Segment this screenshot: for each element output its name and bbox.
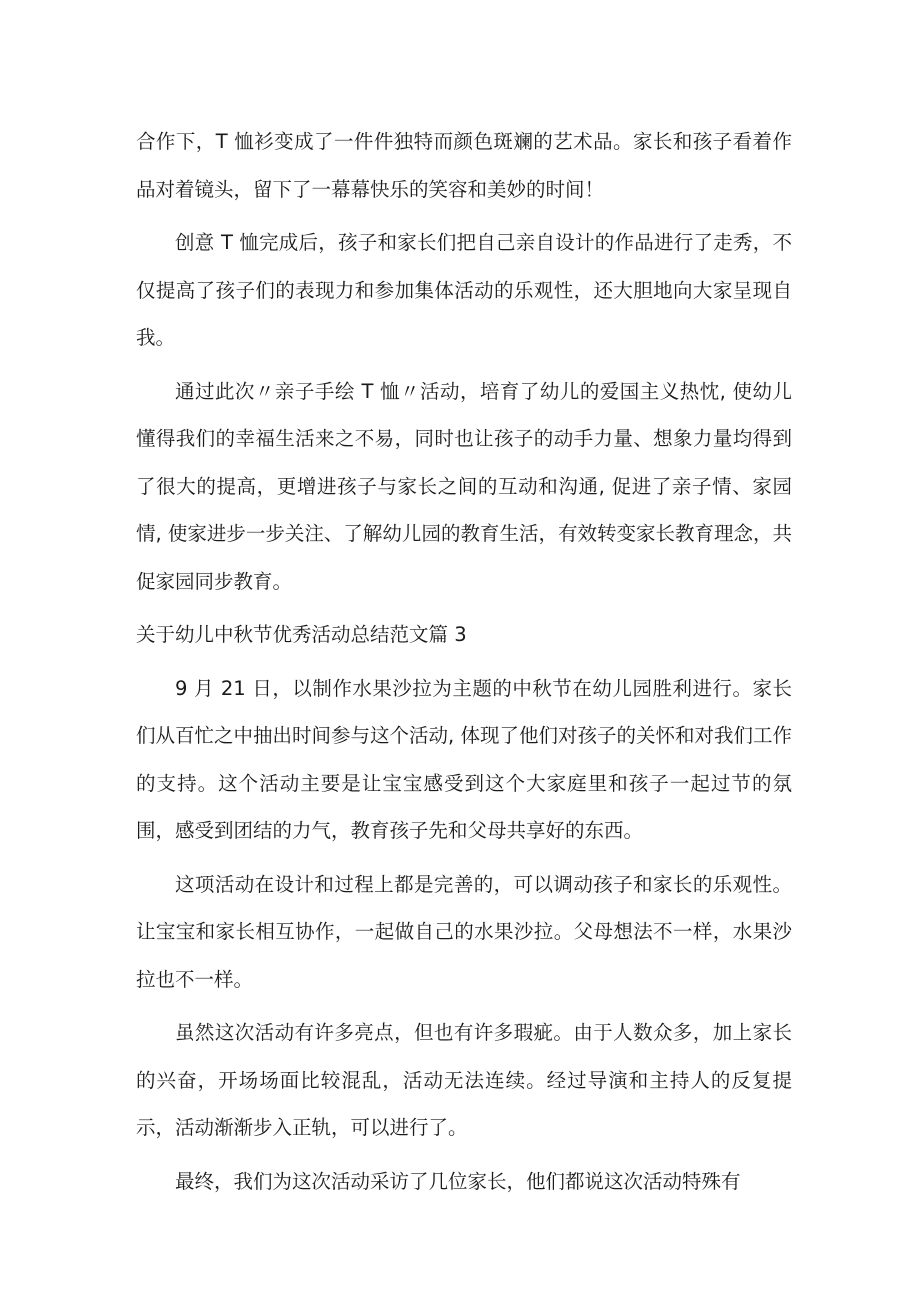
section-paragraph-3: 虽然这次活动有许多亮点，但也有许多瑕疵。由于人数众多，加上家长的兴奋，开场场面比较混乱，活动无法连续。经过导演和主持人的反复提示，活动渐渐步入正轨，可以进行了。 xyxy=(136,1021,792,1139)
paragraph-3: 通过此次〃亲子手绘 T 恤〃活动，培育了幼儿的爱国主义热忱, 使幼儿懂得我们的幸福生活来之不易，同时也让孩子的动手力量、想象力量均得到了很大的提高，更增进孩子与家长之间的互动和沟通, 促进了亲子情、家园情, 使家进步一步关注、了解幼儿园的教育生活，有效转变家长教育理念，共促家园同步教育。 xyxy=(136,379,792,593)
section-paragraph-2: 这项活动在设计和过程上都是完善的，可以调动孩子和家长的乐观性。让宝宝和家长相互协作，一起做自己的水果沙拉。父母想法不一样，水果沙拉也不一样。 xyxy=(136,872,792,991)
paragraph-2: 创意 T 恤完成后，孩子和家长们把自己亲自设计的作品进行了走秀，不仅提高了孩子们的表现力和参加集体活动的乐观性，还大胆地向大家呈现自我。 xyxy=(136,231,792,349)
section-paragraph-1: 9 月 21 日，以制作水果沙拉为主题的中秋节在幼儿园胜利进行。家长们从百忙之中抽出时间参与这个活动, 体现了他们对孩子的关怀和对我们工作的支持。这个活动主要是让宝宝感受到这个大家庭里和孩子一起过节的氛围，感受到团结的力气，教育孩子先和父母共享好的东西。 xyxy=(136,676,792,842)
paragraph-1: 合作下，T 恤衫变成了一件件独特而颜色斑斓的艺术品。家长和孩子看着作品对着镜头，留下了一幕幕快乐的笑容和美妙的时间！ xyxy=(136,130,792,201)
document-body xyxy=(136,118,792,1211)
section-heading: 关于幼儿中秋节优秀活动总结范文篇 3 xyxy=(136,623,467,646)
section-paragraph-4: 最终，我们为这次活动采访了几位家长，他们都说这次活动特殊有 xyxy=(175,1169,741,1193)
